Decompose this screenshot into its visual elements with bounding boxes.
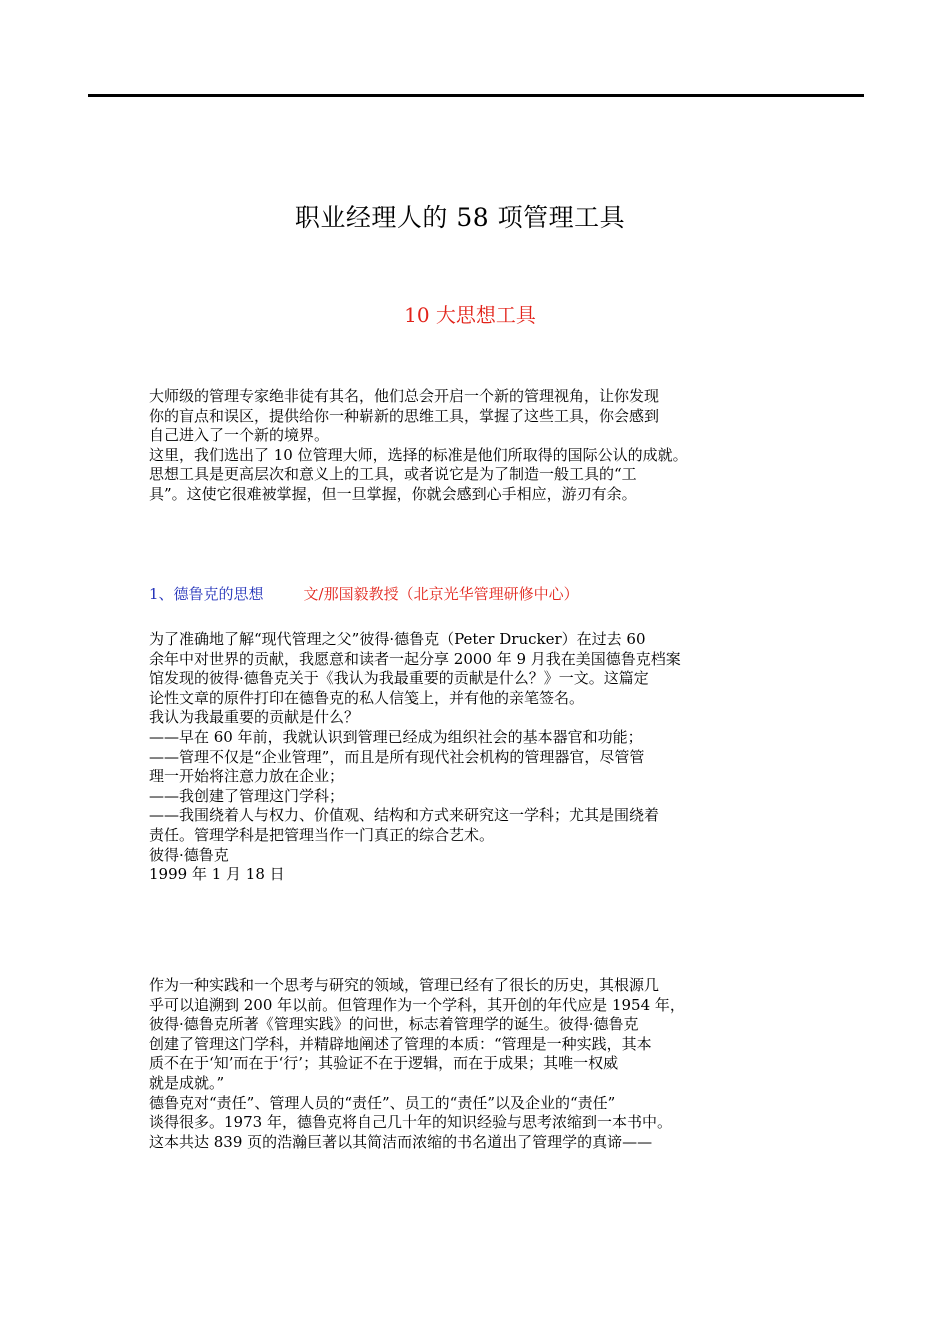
text-line: 这本共达 839 页的浩瀚巨著以其简洁而浓缩的书名道出了管理学的真谛—— <box>149 1132 653 1151</box>
text-line: 思想工具是更高层次和意义上的工具，或者说它是为了制造一般工具的“工 <box>149 465 637 484</box>
text-line: 创建了管理这门学科，并精辟地阐述了管理的本质：“管理是一种实践，其本 <box>149 1034 652 1053</box>
text-line: 馆发现的彼得·德鲁克关于《我认为我最重要的贡献是什么？》一文。这篇定 <box>149 669 649 688</box>
section-author: 文/那国毅教授（北京光华管理研修中心） <box>303 585 579 603</box>
text-line: 余年中对世界的贡献，我愿意和读者一起分享 2000 年 9 月我在美国德鲁克档案 <box>149 649 681 668</box>
text-line: 就是成就。” <box>149 1073 225 1092</box>
drucker-letter <box>149 630 769 885</box>
text-line: ——管理不仅是“企业管理”，而且是所有现代社会机构的管理器官，尽管管 <box>149 747 645 766</box>
page-subtitle: 10 大思想工具 <box>404 303 536 327</box>
text-line: 具”。这使它很难被掌握，但一旦掌握，你就会感到心手相应，游刃有余。 <box>149 484 637 503</box>
text-line: ——我创建了管理这门学科； <box>149 786 345 805</box>
text-line: 德鲁克对“责任”、管理人员的“责任”、员工的“责任”以及企业的“责任” <box>149 1093 616 1112</box>
text-line: 彼得·德鲁克所著《管理实践》的问世，标志着管理学的诞生。彼得·德鲁克 <box>149 1015 639 1034</box>
text-line: ——早在 60 年前，我就认识到管理已经成为组织社会的基本器官和功能； <box>149 727 643 746</box>
intro-paragraph <box>149 387 769 505</box>
signature-name: 彼得·德鲁克 <box>149 845 229 864</box>
text-line: 自己进入了一个新的境界。 <box>149 426 330 445</box>
text-line: 为了准确地了解“现代管理之父”彼得·德鲁克（Peter Drucker）在过去 60 <box>149 630 646 648</box>
text-line: 谈得很多。1973 年，德鲁克将自己几十年的知识经验与思考浓缩到一本书中。 <box>149 1113 672 1132</box>
text-line: 作为一种实践和一个思考与研究的领域，管理已经有了很长的历史，其根源几 <box>149 976 660 994</box>
text-line: 质不在于‘知’而在于‘行’；其验证不在于逻辑，而在于成果；其唯一权威 <box>149 1054 619 1073</box>
page-title: 职业经理人的 58 项管理工具 <box>294 203 626 232</box>
text-line: ——我围绕着人与权力、价值观、结构和方式来研究这一学科；尤其是围绕着 <box>149 806 660 825</box>
text-line: 乎可以追溯到 200 年以前。但管理作为一个学科，其开创的年代应是 1954 年， <box>149 995 685 1014</box>
header-rule <box>88 94 864 97</box>
text-line: 责任。管理学科是把管理当作一门真正的综合艺术。 <box>149 825 495 844</box>
text-line: 论性文章的原件打印在德鲁克的私人信笺上，并有他的亲笔签名。 <box>149 688 585 707</box>
text-line: 你的盲点和误区，提供给你一种崭新的思维工具，掌握了这些工具，你会感到 <box>149 406 660 425</box>
text-line: 理一开始将注意力放在企业； <box>149 767 345 786</box>
section-title: 1、德鲁克的思想 <box>149 585 264 603</box>
section-heading <box>149 583 579 604</box>
body-paragraph <box>149 976 769 1152</box>
text-line: 这里，我们选出了 10 位管理大师，选择的标准是他们所取得的国际公认的成就。 <box>149 445 688 464</box>
text-line: 大师级的管理专家绝非徒有其名，他们总会开启一个新的管理视角，让你发现 <box>149 387 660 405</box>
signature-date: 1999 年 1 月 18 日 <box>149 865 285 884</box>
text-line: 我认为我最重要的贡献是什么？ <box>149 708 360 727</box>
